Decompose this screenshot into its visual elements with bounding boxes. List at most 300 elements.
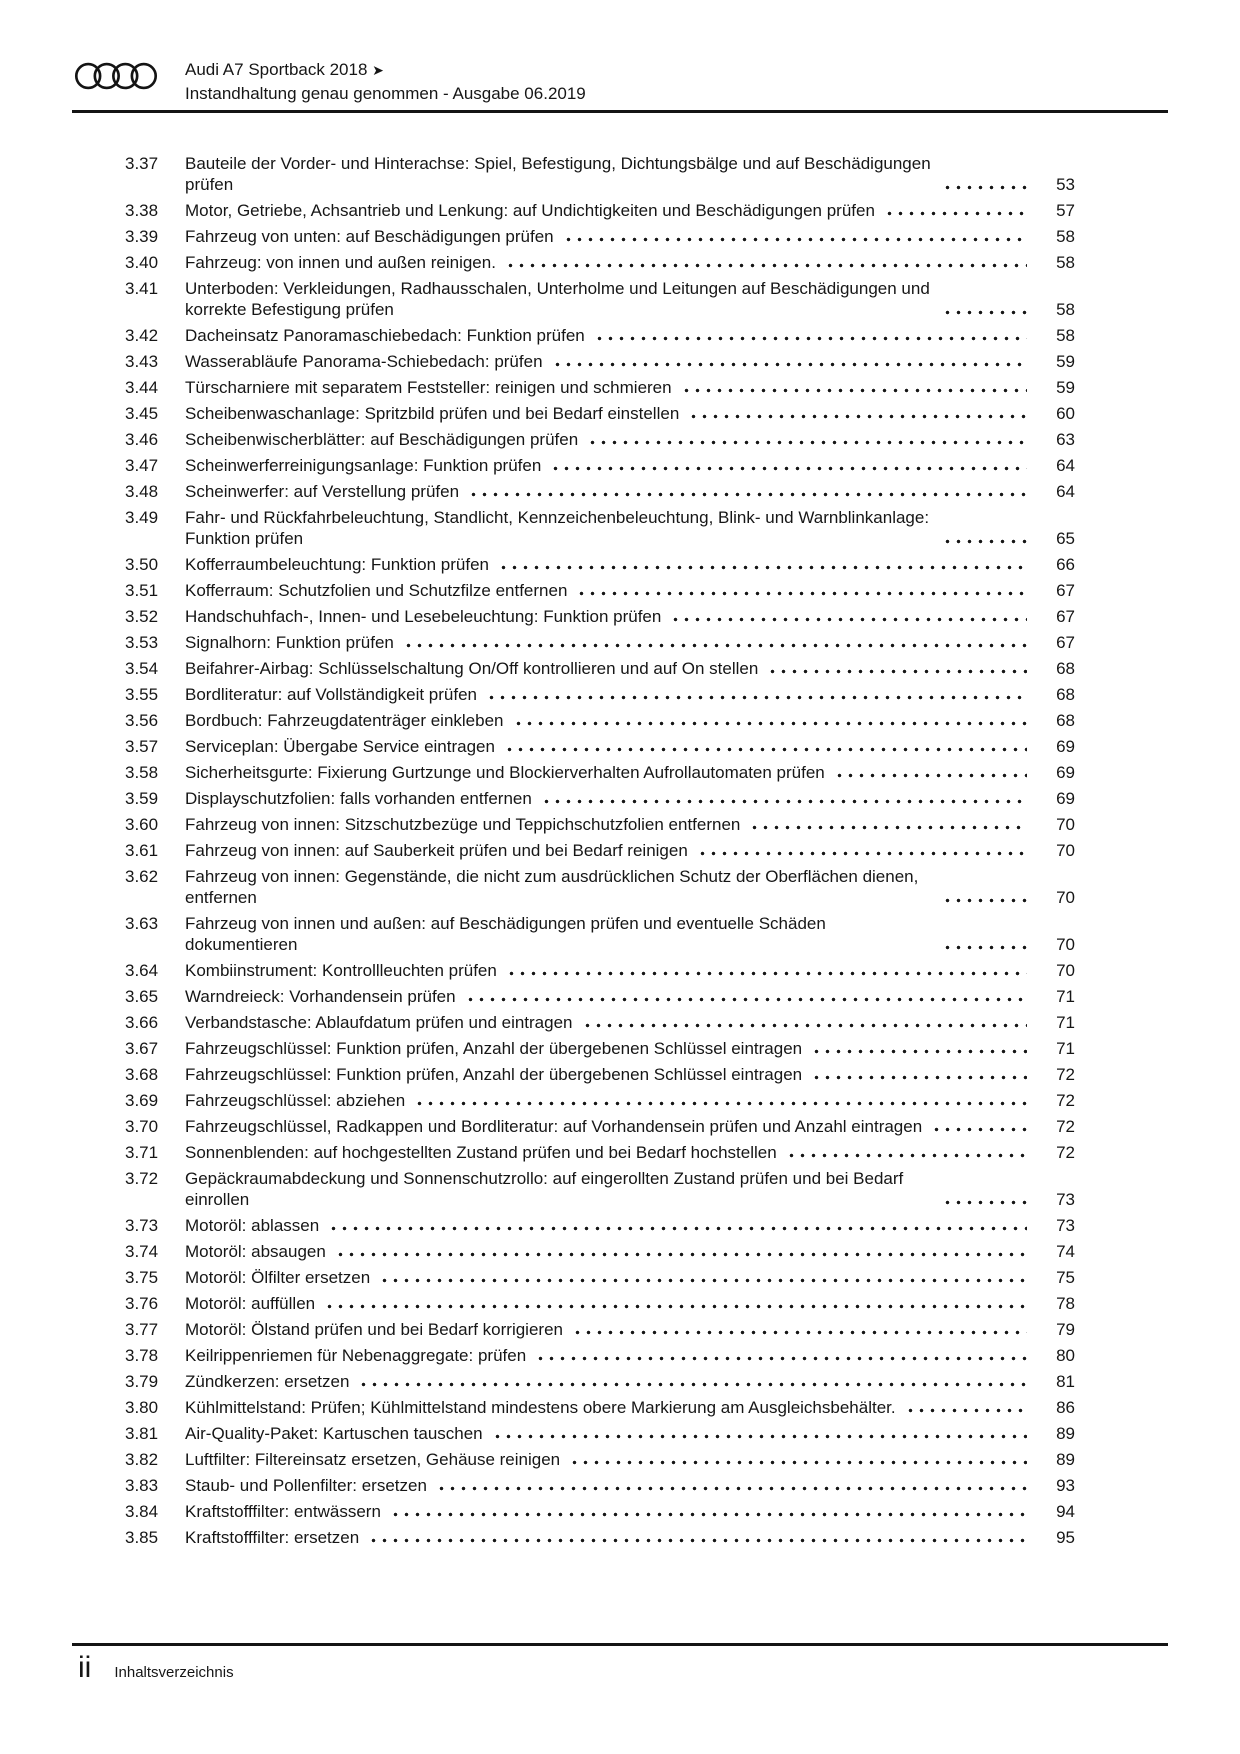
toc-entry [125, 153, 1075, 195]
toc-entry-number: 3.59 [125, 789, 159, 808]
header-divider [72, 110, 1168, 113]
document-title: Audi A7 Sportback 2018 ➤ [185, 60, 384, 79]
dot-leader [688, 403, 1027, 424]
toc-entry [125, 481, 1075, 502]
toc-entry-body [185, 481, 1075, 502]
toc-entry-body [185, 1215, 1075, 1236]
toc-entry-number: 3.80 [125, 1398, 159, 1417]
toc-entry-title: Bordliteratur: auf Vollständigkeit prüfen [185, 685, 478, 704]
toc-entry-number: 3.69 [125, 1091, 159, 1110]
page-header [72, 58, 1168, 105]
toc-entry [125, 1345, 1075, 1366]
toc-entry-title: Motoröl: auffüllen [185, 1294, 316, 1313]
toc-entry-body [185, 788, 1075, 809]
toc-entry-number: 3.39 [125, 227, 159, 246]
toc-entry [125, 736, 1075, 757]
toc-entry [125, 814, 1075, 835]
toc-entry-title: Kofferraumbeleuchtung: Funktion prüfen [185, 555, 489, 574]
toc-entry-body [185, 710, 1075, 731]
toc-entry [125, 278, 1075, 320]
toc-entry-body [185, 200, 1075, 221]
toc-entry-number: 3.51 [125, 581, 159, 600]
toc-entry-number: 3.41 [125, 279, 159, 298]
toc-entry-body [185, 913, 1075, 955]
toc-entry-title: Fahrzeugschlüssel: Funktion prüfen, Anzahl der übergebenen Schlüssel eintragen [185, 1065, 803, 1084]
header-text [185, 58, 586, 105]
toc-entry-title: Kraftstofffilter: ersetzen [185, 1528, 360, 1547]
toc-entry-page: 70 [1056, 815, 1075, 834]
dot-leader [498, 554, 1027, 575]
toc-entry-body [185, 1371, 1075, 1392]
toc-entry-number: 3.40 [125, 253, 159, 272]
dot-leader [749, 814, 1027, 835]
toc-entry-body [185, 153, 1075, 195]
toc-entry-title: Scheinwerferreinigungsanlage: Funktion prüfen [185, 456, 542, 475]
toc-entry-page: 86 [1056, 1398, 1075, 1417]
toc-entry-number: 3.64 [125, 961, 159, 980]
toc-entry-page: 67 [1056, 581, 1075, 600]
toc-entry [125, 1319, 1075, 1340]
toc-entry-body [185, 1397, 1075, 1418]
toc-entry-body [185, 1241, 1075, 1262]
toc-entry [125, 351, 1075, 372]
dot-leader [328, 1215, 1027, 1236]
dot-leader [335, 1241, 1027, 1262]
dot-leader [505, 252, 1027, 273]
toc-entry-body [185, 1345, 1075, 1366]
footer-divider [72, 1643, 1168, 1646]
dot-leader [358, 1371, 1027, 1392]
toc-entry-page: 69 [1056, 737, 1075, 756]
dot-leader [563, 226, 1027, 247]
toc-entry [125, 1215, 1075, 1236]
toc-entry-body [185, 554, 1075, 575]
toc-entry-body [185, 403, 1075, 424]
page-number: ii [78, 1651, 92, 1684]
toc-entry-body [185, 1527, 1075, 1548]
toc-entry-page: 73 [1056, 1190, 1075, 1209]
toc-entry-title: Bordbuch: Fahrzeugdatenträger einkleben [185, 711, 504, 730]
toc-entry-title: Signalhorn: Funktion prüfen [185, 633, 394, 652]
toc-entry [125, 252, 1075, 273]
dot-leader [942, 299, 1027, 320]
toc-entry-page: 58 [1056, 300, 1075, 319]
toc-entry-title: Warndreieck: Vorhandensein prüfen [185, 987, 456, 1006]
toc-entry-page: 58 [1056, 253, 1075, 272]
toc-entry-number: 3.82 [125, 1450, 159, 1469]
dot-leader [492, 1423, 1027, 1444]
toc-entry-number: 3.54 [125, 659, 159, 678]
toc-entry-page: 72 [1056, 1065, 1075, 1084]
dot-leader [324, 1293, 1027, 1314]
toc-entry-page: 59 [1056, 352, 1075, 371]
toc-entry-title: Motoröl: ablassen [185, 1216, 320, 1235]
toc-entry-page: 69 [1056, 763, 1075, 782]
toc-entry-body [185, 1293, 1075, 1314]
dot-leader [436, 1475, 1027, 1496]
toc-entry-page: 67 [1056, 633, 1075, 652]
dot-leader [504, 736, 1027, 757]
toc-entry-title: Fahrzeug von unten: auf Beschädigungen prüfen [185, 227, 554, 246]
toc-entry [125, 1501, 1075, 1522]
toc-entry [125, 1168, 1075, 1210]
toc-entry [125, 1142, 1075, 1163]
toc-entry-number: 3.37 [125, 154, 159, 173]
dot-leader [506, 960, 1027, 981]
toc-entry [125, 1116, 1075, 1137]
toc-entry-body [185, 1267, 1075, 1288]
toc-entry-body [185, 351, 1075, 372]
toc-entry-page: 78 [1056, 1294, 1075, 1313]
toc-entry-number: 3.84 [125, 1502, 159, 1521]
toc-entry-title: Sonnenblenden: auf hochgestellten Zustand prüfen und bei Bedarf hochstellen [185, 1143, 777, 1162]
toc-entry-page: 94 [1056, 1502, 1075, 1521]
toc-entry-page: 70 [1056, 888, 1075, 907]
dot-leader [942, 528, 1027, 549]
toc-entry-number: 3.53 [125, 633, 159, 652]
toc-entry-number: 3.52 [125, 607, 159, 626]
toc-entry-body [185, 1012, 1075, 1033]
dot-leader [786, 1142, 1027, 1163]
toc-entry-title: Keilrippenriemen für Nebenaggregate: prüfen [185, 1346, 527, 1365]
toc-entry-number: 3.68 [125, 1065, 159, 1084]
dot-leader [390, 1501, 1027, 1522]
dot-leader [535, 1345, 1027, 1366]
toc-entry-body [185, 455, 1075, 476]
toc-entry-page: 81 [1056, 1372, 1075, 1391]
toc-entry-title: Verbandstasche: Ablaufdatum prüfen und eintragen [185, 1013, 573, 1032]
dot-leader [368, 1527, 1027, 1548]
toc-entry [125, 684, 1075, 705]
toc-entry-page: 70 [1056, 935, 1075, 954]
toc-entry-number: 3.48 [125, 482, 159, 501]
toc-entry-number: 3.46 [125, 430, 159, 449]
toc-entry-page: 68 [1056, 685, 1075, 704]
toc-entry-page: 59 [1056, 378, 1075, 397]
dot-leader [697, 840, 1027, 861]
toc-entry [125, 1090, 1075, 1111]
toc-entry-page: 73 [1056, 1216, 1075, 1235]
toc-entry [125, 986, 1075, 1007]
arrow-right-icon: ➤ [372, 62, 384, 78]
dot-leader [513, 710, 1028, 731]
toc-entry-page: 89 [1056, 1450, 1075, 1469]
toc-entry-title: Kühlmittelstand: Prüfen; Kühlmittelstand mindestens obere Markierung am Ausgleichsbehälter. [185, 1398, 896, 1417]
toc-entry-number: 3.61 [125, 841, 159, 860]
dot-leader [379, 1267, 1027, 1288]
toc-entry-body [185, 1142, 1075, 1163]
toc-entry-number: 3.76 [125, 1294, 159, 1313]
toc-entry-body [185, 736, 1075, 757]
toc-entry-number: 3.50 [125, 555, 159, 574]
dot-leader [414, 1090, 1027, 1111]
toc-entry-title: Kombiinstrument: Kontrollleuchten prüfen [185, 961, 497, 980]
toc-entry-page: 69 [1056, 789, 1075, 808]
toc-entry-page: 68 [1056, 711, 1075, 730]
dot-leader [681, 377, 1027, 398]
toc-entry-number: 3.60 [125, 815, 159, 834]
toc-entry-title: Fahrzeug von innen: Gegenstände, die nicht zum ausdrücklichen Schutz der Oberflächen dienen, entfernen [185, 867, 919, 907]
dot-leader [811, 1038, 1027, 1059]
toc-entry-title: Motoröl: Ölfilter ersetzen [185, 1268, 371, 1287]
toc-entry-page: 64 [1056, 456, 1075, 475]
toc-entry [125, 1064, 1075, 1085]
toc-entry [125, 1423, 1075, 1444]
toc-entry-title: Unterboden: Verkleidungen, Radhausschalen, Unterholme und Leitungen auf Beschädigungen und korrekte Befestigung prüfen [185, 279, 930, 319]
toc-entry-title: Scheibenwaschanlage: Spritzbild prüfen und bei Bedarf einstellen [185, 404, 680, 423]
dot-leader [884, 200, 1027, 221]
dot-leader [942, 174, 1027, 195]
toc-entry-title: Displayschutzfolien: falls vorhanden entfernen [185, 789, 532, 808]
toc-entry-page: 57 [1056, 201, 1075, 220]
dot-leader [572, 1319, 1027, 1340]
toc-entry-title: Sicherheitsgurte: Fixierung Gurtzunge und Blockierverhalten Aufrollautomaten prüfen [185, 763, 825, 782]
toc-entry-body [185, 632, 1075, 653]
dot-leader [468, 481, 1027, 502]
toc-entry [125, 960, 1075, 981]
toc-entry-title: Handschuhfach-, Innen- und Lesebeleuchtung: Funktion prüfen [185, 607, 662, 626]
toc-entry-body [185, 1475, 1075, 1496]
toc-entry-number: 3.49 [125, 508, 159, 527]
toc-entry-body [185, 429, 1075, 450]
table-of-contents [125, 153, 1075, 1553]
toc-entry-page: 95 [1056, 1528, 1075, 1547]
toc-entry-page: 80 [1056, 1346, 1075, 1365]
toc-entry-page: 71 [1056, 1039, 1075, 1058]
dot-leader [931, 1116, 1027, 1137]
toc-entry-page: 79 [1056, 1320, 1075, 1339]
document-subtitle: Instandhaltung genau genommen - Ausgabe 06.2019 [185, 84, 586, 103]
toc-entry-body [185, 1116, 1075, 1137]
toc-entry-body [185, 226, 1075, 247]
dot-leader [767, 658, 1027, 679]
toc-entry [125, 377, 1075, 398]
toc-entry-body [185, 252, 1075, 273]
toc-entry-body [185, 1449, 1075, 1470]
toc-entry-title: Scheinwerfer: auf Verstellung prüfen [185, 482, 460, 501]
toc-entry [125, 762, 1075, 783]
toc-entry-number: 3.67 [125, 1039, 159, 1058]
toc-entry-body [185, 507, 1075, 549]
toc-entry-page: 58 [1056, 227, 1075, 246]
dot-leader [552, 351, 1027, 372]
toc-entry-title: Air-Quality-Paket: Kartuschen tauschen [185, 1424, 483, 1443]
dot-leader [670, 606, 1027, 627]
toc-entry [125, 325, 1075, 346]
toc-entry-number: 3.83 [125, 1476, 159, 1495]
toc-entry-page: 68 [1056, 659, 1075, 678]
toc-entry-body [185, 840, 1075, 861]
dot-leader [942, 1189, 1027, 1210]
toc-entry-body [185, 866, 1075, 908]
toc-entry-title: Fahrzeugschlüssel, Radkappen und Bordliteratur: auf Vorhandensein prüfen und Anzahl eintragen [185, 1117, 923, 1136]
toc-entry-title: Dacheinsatz Panoramaschiebedach: Funktion prüfen [185, 326, 585, 345]
toc-entry-body [185, 377, 1075, 398]
toc-entry-number: 3.38 [125, 201, 159, 220]
toc-entry-body [185, 960, 1075, 981]
toc-entry [125, 429, 1075, 450]
toc-entry-page: 64 [1056, 482, 1075, 501]
toc-entry-title: Fahrzeug: von innen und außen reinigen. [185, 253, 496, 272]
toc-entry-number: 3.58 [125, 763, 159, 782]
dot-leader [486, 684, 1027, 705]
toc-entry-number: 3.56 [125, 711, 159, 730]
toc-entry-page: 70 [1056, 961, 1075, 980]
page-footer [78, 1652, 234, 1684]
toc-entry-body [185, 658, 1075, 679]
toc-entry-number: 3.74 [125, 1242, 159, 1261]
toc-entry-page: 72 [1056, 1117, 1075, 1136]
toc-entry-page: 71 [1056, 1013, 1075, 1032]
dot-leader [576, 580, 1027, 601]
toc-entry [125, 1293, 1075, 1314]
toc-entry-page: 72 [1056, 1143, 1075, 1162]
toc-entry-page: 71 [1056, 987, 1075, 1006]
toc-entry-number: 3.55 [125, 685, 159, 704]
dot-leader [942, 934, 1027, 955]
dot-leader [834, 762, 1027, 783]
toc-entry-number: 3.79 [125, 1372, 159, 1391]
toc-entry [125, 1397, 1075, 1418]
toc-entry-body [185, 684, 1075, 705]
toc-entry-page: 63 [1056, 430, 1075, 449]
toc-entry-number: 3.62 [125, 867, 159, 886]
toc-entry-title: Kraftstofffilter: entwässern [185, 1502, 381, 1521]
toc-entry-number: 3.73 [125, 1216, 159, 1235]
toc-entry-number: 3.75 [125, 1268, 159, 1287]
dot-leader [569, 1449, 1027, 1470]
toc-entry-number: 3.47 [125, 456, 159, 475]
toc-entry-page: 65 [1056, 529, 1075, 548]
toc-entry-number: 3.78 [125, 1346, 159, 1365]
toc-entry-title: Türscharniere mit separatem Feststeller: reinigen und schmieren [185, 378, 672, 397]
toc-entry-body [185, 580, 1075, 601]
toc-entry-title: Staub- und Pollenfilter: ersetzen [185, 1476, 427, 1495]
dot-leader [905, 1397, 1027, 1418]
toc-entry-page: 67 [1056, 607, 1075, 626]
dot-leader [465, 986, 1027, 1007]
toc-entry [125, 788, 1075, 809]
toc-entry-number: 3.66 [125, 1013, 159, 1032]
toc-entry-title: Motoröl: Ölstand prüfen und bei Bedarf korrigieren [185, 1320, 563, 1339]
dot-leader [594, 325, 1027, 346]
audi-rings-icon [72, 58, 160, 91]
dot-leader [582, 1012, 1027, 1033]
toc-entry [125, 507, 1075, 549]
toc-entry-title: Bauteile der Vorder- und Hinterachse: Spiel, Befestigung, Dichtungsbälge und auf Beschädigungen prüfen [185, 154, 931, 194]
toc-entry-body [185, 1090, 1075, 1111]
toc-entry-title: Serviceplan: Übergabe Service eintragen [185, 737, 495, 756]
toc-entry-page: 53 [1056, 175, 1075, 194]
toc-entry [125, 710, 1075, 731]
toc-entry-number: 3.45 [125, 404, 159, 423]
toc-entry-number: 3.65 [125, 987, 159, 1006]
toc-entry-title: Zündkerzen: ersetzen [185, 1372, 350, 1391]
toc-entry-page: 75 [1056, 1268, 1075, 1287]
toc-entry-number: 3.71 [125, 1143, 159, 1162]
toc-entry-number: 3.63 [125, 914, 159, 933]
toc-entry-title: Beifahrer-Airbag: Schlüsselschaltung On/Off kontrollieren und auf On stellen [185, 659, 759, 678]
toc-entry-title: Fahrzeugschlüssel: Funktion prüfen, Anzahl der übergebenen Schlüssel eintragen [185, 1039, 803, 1058]
toc-entry [125, 840, 1075, 861]
toc-entry-body [185, 762, 1075, 783]
toc-entry-title: Scheibenwischerblätter: auf Beschädigungen prüfen [185, 430, 579, 449]
toc-entry [125, 866, 1075, 908]
toc-entry [125, 403, 1075, 424]
toc-entry-page: 70 [1056, 841, 1075, 860]
toc-entry [125, 455, 1075, 476]
toc-entry-body [185, 1038, 1075, 1059]
toc-entry-page: 66 [1056, 555, 1075, 574]
toc-entry-number: 3.70 [125, 1117, 159, 1136]
dot-leader [403, 632, 1027, 653]
toc-entry [125, 1012, 1075, 1033]
toc-entry-title: Fahr- und Rückfahrbeleuchtung, Standlicht, Kennzeichenbeleuchtung, Blink- und Warnblinkanlage: Funktion prüfen [185, 508, 930, 548]
toc-entry [125, 1527, 1075, 1548]
toc-entry-page: 60 [1056, 404, 1075, 423]
toc-entry [125, 606, 1075, 627]
toc-entry [125, 200, 1075, 221]
toc-entry-number: 3.57 [125, 737, 159, 756]
toc-entry-body [185, 1501, 1075, 1522]
toc-entry [125, 913, 1075, 955]
toc-entry-number: 3.77 [125, 1320, 159, 1339]
toc-entry-title: Kofferraum: Schutzfolien und Schutzfilze entfernen [185, 581, 568, 600]
toc-entry-body [185, 278, 1075, 320]
toc-entry-number: 3.81 [125, 1424, 159, 1443]
toc-entry-body [185, 1064, 1075, 1085]
toc-entry [125, 226, 1075, 247]
toc-entry-body [185, 325, 1075, 346]
toc-entry [125, 554, 1075, 575]
toc-entry-title: Fahrzeug von innen: Sitzschutzbezüge und Teppichschutzfolien entfernen [185, 815, 741, 834]
toc-entry-page: 74 [1056, 1242, 1075, 1261]
toc-entry-number: 3.85 [125, 1528, 159, 1547]
toc-entry [125, 1038, 1075, 1059]
toc-entry-number: 3.42 [125, 326, 159, 345]
dot-leader [550, 455, 1027, 476]
toc-entry [125, 632, 1075, 653]
toc-entry-page: 58 [1056, 326, 1075, 345]
toc-entry-title: Fahrzeug von innen und außen: auf Beschädigungen prüfen und eventuelle Schäden dokumentieren [185, 914, 826, 954]
toc-entry-number: 3.72 [125, 1169, 159, 1188]
toc-entry-title: Luftfilter: Filtereinsatz ersetzen, Gehäuse reinigen [185, 1450, 561, 1469]
toc-entry-body [185, 1423, 1075, 1444]
toc-entry [125, 1241, 1075, 1262]
toc-entry-title: Gepäckraumabdeckung und Sonnenschutzrollo: auf eingerollten Zustand prüfen und bei Bedarf einrollen [185, 1169, 904, 1209]
toc-entry [125, 580, 1075, 601]
toc-entry [125, 1475, 1075, 1496]
toc-entry-title: Motor, Getriebe, Achsantrieb und Lenkung: auf Undichtigkeiten und Beschädigungen prüfen [185, 201, 875, 220]
dot-leader [811, 1064, 1027, 1085]
dot-leader [587, 429, 1027, 450]
toc-entry-title: Fahrzeug von innen: auf Sauberkeit prüfen und bei Bedarf reinigen [185, 841, 688, 860]
toc-entry-body [185, 986, 1075, 1007]
toc-entry-body [185, 1168, 1075, 1210]
toc-entry-body [185, 1319, 1075, 1340]
toc-entry-title: Wasserabläufe Panorama-Schiebedach: prüfen [185, 352, 543, 371]
toc-entry-body [185, 606, 1075, 627]
toc-entry-title: Fahrzeugschlüssel: abziehen [185, 1091, 406, 1110]
toc-entry-title: Motoröl: absaugen [185, 1242, 326, 1261]
footer-section-label: Inhaltsverzeichnis [114, 1664, 234, 1681]
dot-leader [541, 788, 1027, 809]
toc-entry-page: 93 [1056, 1476, 1075, 1495]
toc-entry-page: 72 [1056, 1091, 1075, 1110]
toc-entry-number: 3.44 [125, 378, 159, 397]
toc-entry-body [185, 814, 1075, 835]
dot-leader [942, 887, 1027, 908]
